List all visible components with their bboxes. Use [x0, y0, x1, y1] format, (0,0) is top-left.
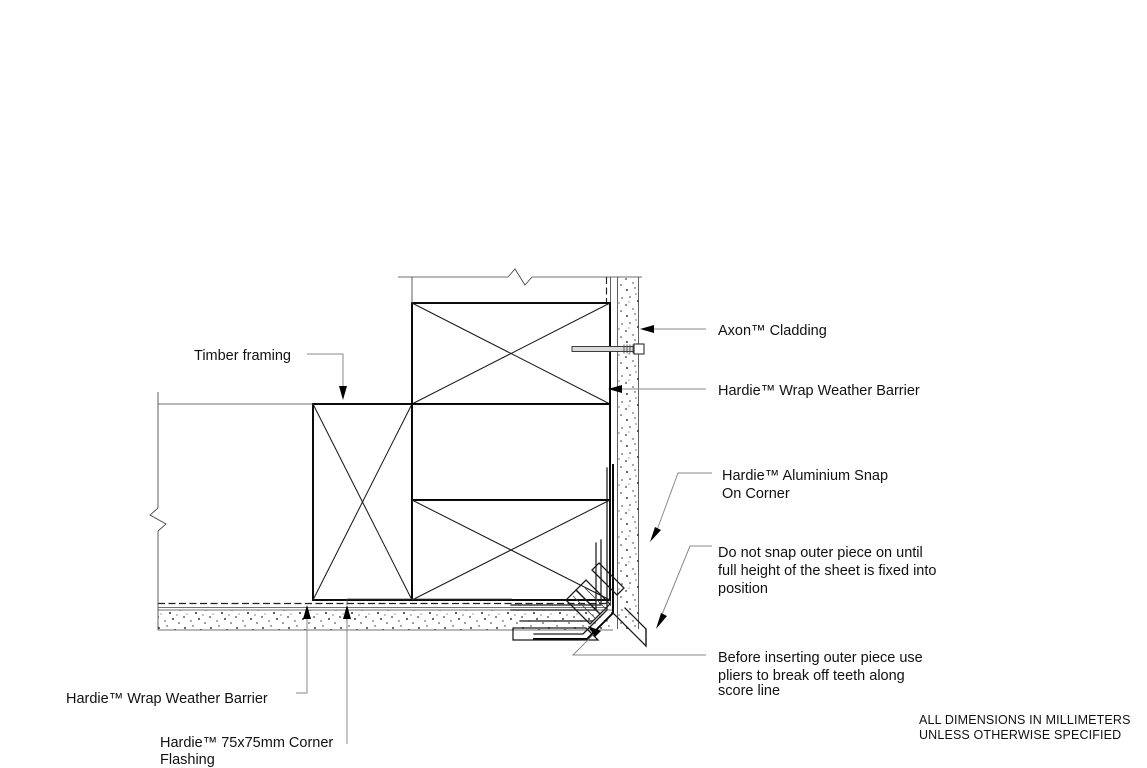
- label-corner-flashing-line1: Hardie™ 75x75mm Corner: [160, 735, 334, 751]
- axon-cladding-vertical: [618, 277, 639, 629]
- units-note-line2: UNLESS OTHERWISE SPECIFIED: [919, 728, 1122, 742]
- label-pliers-line3: score line: [718, 683, 781, 699]
- label-wrap-barrier-bottom: Hardie™ Wrap Weather Barrier: [66, 691, 268, 707]
- label-pliers-line1: Before inserting outer piece use: [718, 650, 923, 666]
- label-do-not-snap-line1: Do not snap outer piece on until: [718, 545, 923, 561]
- label-snap-corner-line2: On Corner: [722, 486, 790, 502]
- timber-bay-open: [412, 404, 610, 500]
- timber-nog-upper: [412, 303, 610, 404]
- label-wrap-barrier-right: Hardie™ Wrap Weather Barrier: [718, 383, 920, 399]
- label-do-not-snap-line2: full height of the sheet is fixed into: [718, 563, 937, 579]
- axon-cladding-horizontal: [158, 610, 613, 630]
- units-note-line1: ALL DIMENSIONS IN MILLIMETERS: [919, 713, 1131, 727]
- label-axon-cladding: Axon™ Cladding: [718, 323, 827, 339]
- timber-stud-vertical: [313, 404, 412, 600]
- label-corner-flashing-line2: Flashing: [160, 752, 215, 768]
- label-pliers-line2: pliers to break off teeth along: [718, 668, 905, 684]
- label-timber-framing: Timber framing: [194, 348, 291, 364]
- label-snap-corner-line1: Hardie™ Aluminium Snap: [722, 468, 889, 484]
- label-do-not-snap-line3: position: [718, 581, 768, 597]
